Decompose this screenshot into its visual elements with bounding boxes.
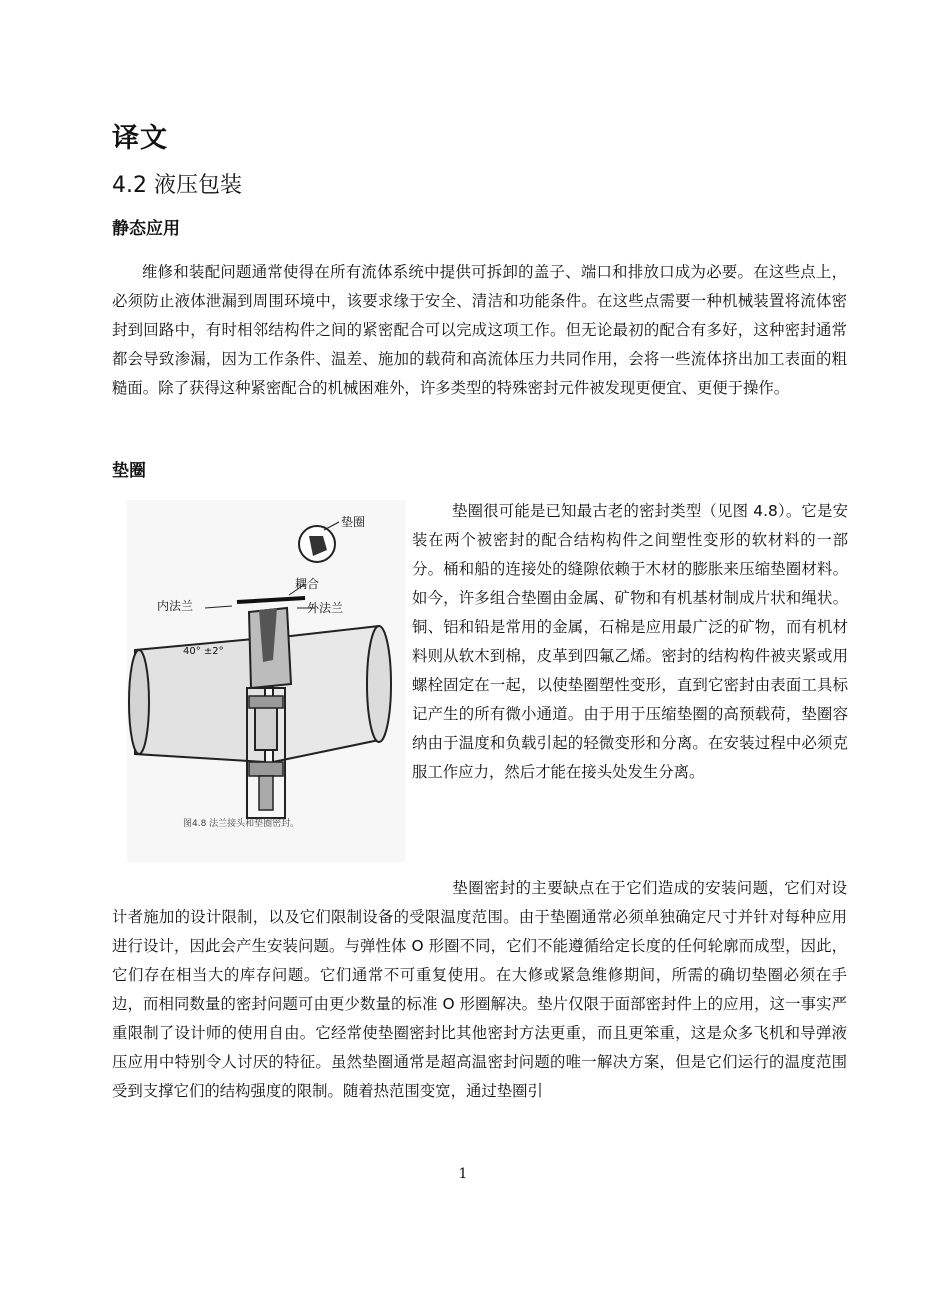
bolt-thread [259,776,273,810]
gasket-paragraph-2-text: 垫圈密封的主要缺点在于它们造成的安装问题，它们对设计者施加的设计限制，以及它们限制设备的受限温度范围。由于垫圈通常必须单独确定尺寸并针对每种应用进行设计，因此会产生安装问题。与弹性体 O 形圈不同，它们不能遵循给定长度的任何轮廓而成型，因此，它们存在相当大的库存问题。它们通常不可重复使用。在大修或紧急维修期间，所需的确切垫圈必须在手边，而相同数量的密封问题可由更少数量的标准 O 形圈解决。垫片仅限于面部密封件上的应用，这一事实严重限制了设计师的使用自由。它经常使垫圈密封比其他密封方法更重，而且更笨重，这是众多飞机和导弹液压应用中特别令人讨厌的特征。虽然垫圈通常是超高温密封问题的唯一解决方案，但是它们运行的温度范围受到支撑它们的结构强度的限制。随着热范围变宽，通过垫圈引 [112,879,847,1100]
label-angle: 40° ±2° [183,646,224,657]
page-number: 1 [458,1166,468,1182]
label-coupling: 耦合 [295,577,320,591]
gasket-paragraph-2 [112,874,847,1106]
label-inner-flange: 内法兰 [157,599,194,613]
page-heading: 译文 [112,123,168,154]
flange-gasket-figure [127,500,405,862]
bolt-nut-bottom [249,762,283,776]
label-outer-flange: 外法兰 [307,601,344,615]
flange-joint-diagram [127,500,405,862]
figure-caption: 图4.8 法兰接头和垫圈密封。 [183,819,300,829]
static-application-paragraph: 维修和装配问题通常使得在所有流体系统中提供可拆卸的盖子、端口和排放口成为必要。在这些点上，必须防止液体泄漏到周围环境中，该要求缘于安全、清洁和功能条件。在这些点需要一种机械装置将流体密封到回路中，有时相邻结构件之间的紧密配合可以完成这项工作。但无论最初的配合有多好，这种密封通常都会导致渗漏，因为工作条件、温差、施加的载荷和高流体压力共同作用，会将一些流体挤出加工表面的粗糙面。除了获得这种紧密配合的机械困难外，许多类型的特殊密封元件被发现更便宜、更便于操作。 [112,263,847,397]
gasket-heading: 垫圈 [112,461,146,481]
static-application-heading: 静态应用 [112,219,180,239]
bolt-nut-top [249,696,283,708]
label-gasket: 垫圈 [341,515,366,529]
section-title: 4.2 液压包装 [112,173,242,198]
gasket-paragraph-1: 垫圈很可能是已知最古老的密封类型（见图 4.8）。它是安装在两个被密封的配合结构构件之间塑性变形的软材料的一部分。桶和船的连接处的缝隙依赖于木材的膨胀来压缩垫圈材料。如今，许多组合垫圈由金属、矿物和有机基材制成片状和绳状。铜、铝和铅是常用的金属，石棉是应用最广泛的矿物，而有机材料则从软木到棉，皮革到四氟乙烯。密封的结构构件被夹紧或用螺栓固定在一起，以使垫圈塑性变形，直到它密封由表面工具标记产生的所有微小通道。由于用于压缩垫圈的高预载荷，垫圈容纳由于温度和负载引起的轻微变形和分离。在安装过程中必须克服工作应力，然后才能在接头处发生分离。 [412,502,848,781]
